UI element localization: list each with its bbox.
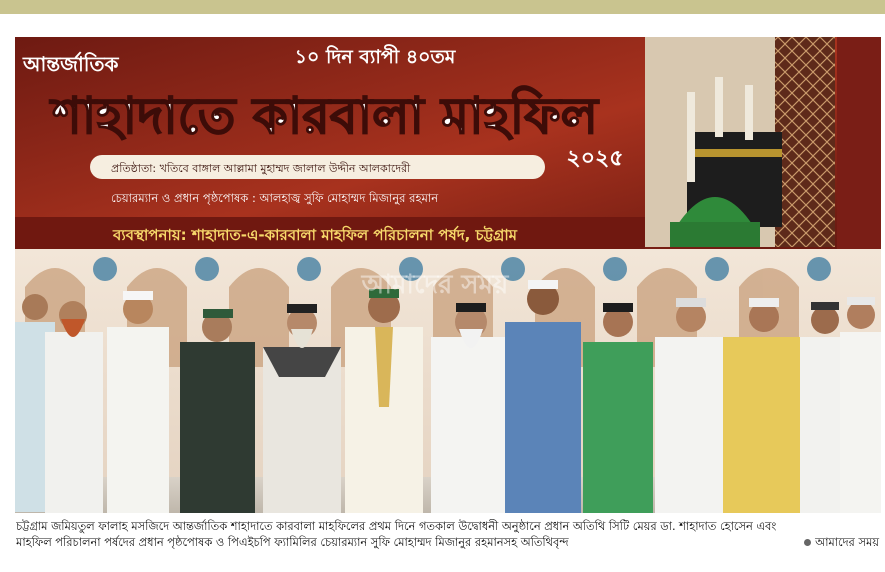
photo-credit (804, 534, 879, 553)
credit-text: আমাদের সময় (815, 535, 879, 549)
banner-top-left: আন্তর্জাতিক (23, 52, 119, 76)
banner-management: ব্যবস্থাপনায়: শাহাদাত-এ-কারবালা মাহফিল পরিচালনা পর্ষদ, চট্টগ্রাম (112, 226, 518, 244)
caption-line-2: মাহফিল পরিচালনা পর্ষদের প্রধান পৃষ্ঠপোষক ও পিএইচপি ফ্যামিলির চেয়ারম্যান সুফি মোহাম্মদ মিজানুর রহমানসহ অতিথিবৃন্দ (16, 535, 569, 549)
banner-title: শাহাদাতে কারবালা মাহফিল (52, 87, 598, 145)
news-photo (15, 37, 881, 513)
banner-founder: প্রতিষ্ঠাতা: খতিবে বাঙ্গাল আল্লামা মুহাম্মদ জালাল উদ্দীন আলকাদেরী (111, 162, 411, 175)
banner-top-center: ১০ দিন ব্যাপী ৪০তম (294, 46, 456, 68)
photo-watermark: আমাদের সময় (361, 270, 509, 300)
caption-line-1: চট্টগ্রাম জমিয়তুল ফালাহ মসজিদে আন্তর্জাতিক শাহাদাতে কারবালা মাহফিলের প্রথম দিনে গতকাল উদ্বোধনী অনুষ্ঠানে প্রধান অতিথি সিটি মেয়র ডা. শাহাদাত হোসেন এবং (16, 519, 777, 533)
bullet-icon (804, 539, 811, 546)
top-rule (0, 0, 885, 14)
banner-year: ২০২৫ (566, 146, 624, 171)
banner-chairman: চেয়ারম্যান ও প্রধান পৃষ্ঠপোষক : আলহাজ্ব সুফি মোহাম্মদ মিজানুর রহমান (111, 191, 439, 205)
kaaba-panel (645, 37, 881, 277)
photo-caption (16, 518, 880, 550)
